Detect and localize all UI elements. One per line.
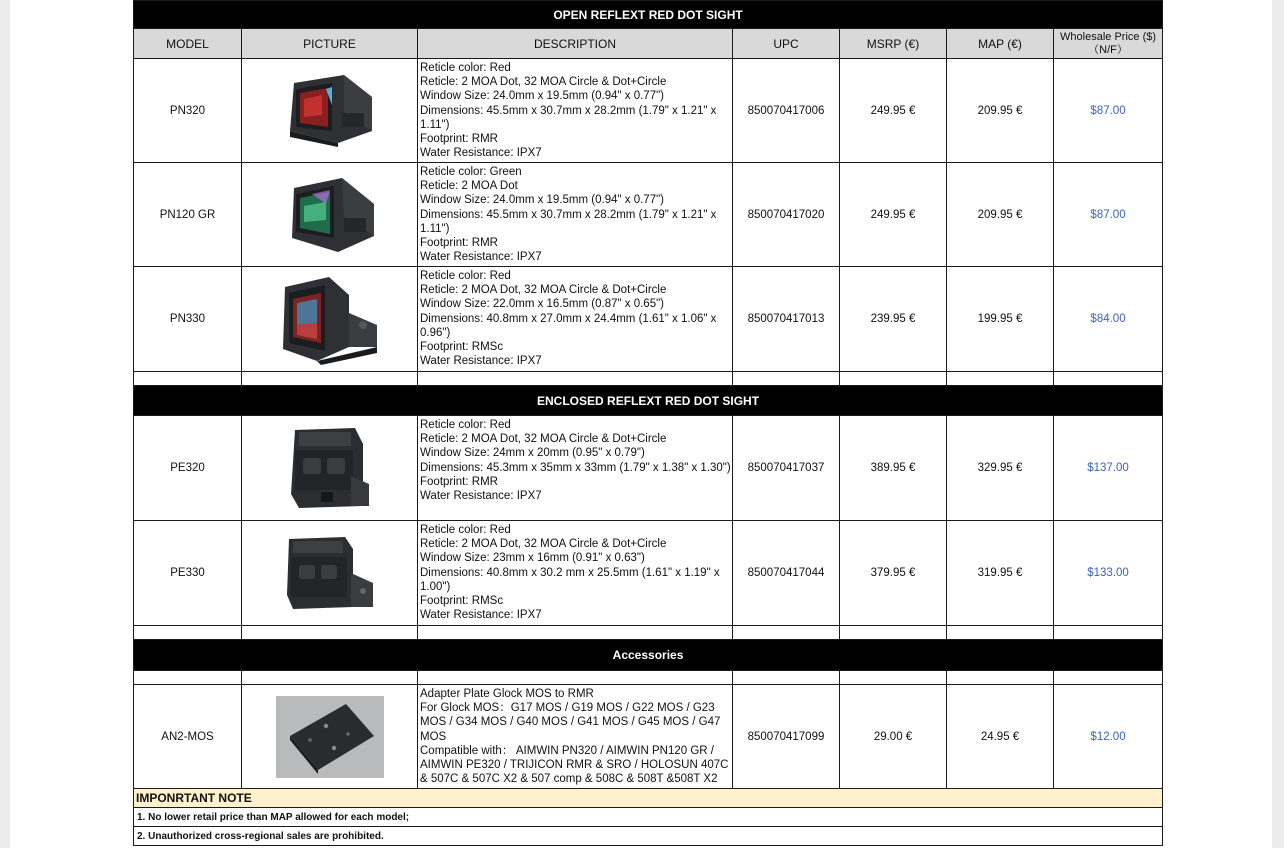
open-sight-green-image bbox=[282, 174, 378, 256]
section-accessories bbox=[134, 640, 1163, 671]
note-item: 1. No lower retail price than MAP allowed for each model; bbox=[134, 808, 1163, 827]
header-wholesale: Wholesale Price ($) （N/F） bbox=[1054, 29, 1163, 59]
wholesale-cell: $87.00 bbox=[1054, 163, 1163, 267]
map-cell: 329.95 € bbox=[947, 416, 1054, 521]
product-image bbox=[242, 416, 418, 521]
upc-cell: 850070417006 bbox=[733, 59, 840, 163]
map-cell: 199.95 € bbox=[947, 267, 1054, 372]
product-image bbox=[242, 521, 418, 626]
model-cell: PN120 GR bbox=[134, 163, 242, 267]
wholesale-cell: $133.00 bbox=[1054, 521, 1163, 626]
description-cell: Reticle color: Red Reticle: 2 MOA Dot, 32 MOA Circle & Dot+Circle Window Size: 22.0mm x 16.5mm (0.87" x 0.65") Dimensions: 40.8mm x 27.0mm x 24.4mm (1.61" x 1.06" x 0.96") Footprint: RMSc Water Resistance: IPX7 bbox=[418, 267, 733, 372]
description-cell: Reticle color: Green Reticle: 2 MOA Dot Window Size: 24.0mm x 19.5mm (0.94" x 0.77") Dimensions: 45.5mm x 30.7mm x 28.2mm (1.79" x 1.21" x 1.11") Footprint: RMR Water Resistance: IPX7 bbox=[418, 163, 733, 267]
header-picture: PICTURE bbox=[242, 29, 418, 59]
msrp-cell: 239.95 € bbox=[840, 267, 947, 372]
map-cell: 24.95 € bbox=[947, 685, 1054, 789]
description-cell: Adapter Plate Glock MOS to RMR For Glock MOS：G17 MOS / G19 MOS / G22 MOS / G23 MOS / G34 MOS / G40 MOS / G41 MOS / G45 MOS / G47 MOS Compatible with： AIMWIN PN320 / AIMWIN PN120 GR / AIMWIN PE320 / TRIJICON RMR & SRO / HOLOSUN 407C & 507C & 507C X2 & 507 comp & 508C & 508T &508T X2 bbox=[418, 685, 733, 789]
model-cell: PN330 bbox=[134, 267, 242, 372]
map-cell: 209.95 € bbox=[947, 59, 1054, 163]
product-image bbox=[242, 267, 418, 372]
spacer-row bbox=[134, 626, 1163, 640]
wholesale-cell: $137.00 bbox=[1054, 416, 1163, 521]
product-image bbox=[242, 163, 418, 267]
section-title: ENCLOSED REFLEXT RED DOT SIGHT bbox=[134, 386, 1163, 416]
note-row bbox=[134, 808, 1163, 827]
section-title: Accessories bbox=[134, 640, 1163, 671]
section-enclosed-reflex bbox=[134, 386, 1163, 416]
model-cell: PE320 bbox=[134, 416, 242, 521]
map-cell: 319.95 € bbox=[947, 521, 1054, 626]
upc-cell: 850070417044 bbox=[733, 521, 840, 626]
upc-cell: 850070417013 bbox=[733, 267, 840, 372]
header-map: MAP (€) bbox=[947, 29, 1054, 59]
note-title: IMPONRTANT NOTE bbox=[134, 789, 1163, 808]
product-row bbox=[134, 267, 1163, 372]
description-cell: Reticle color: Red Reticle: 2 MOA Dot, 32 MOA Circle & Dot+Circle Window Size: 23mm x 16mm (0.91" x 0.63") Dimensions: 40.8mm x 30.2 mm x 25.5mm (1.61" x 1.19" x 1.00") Footprint: RMSc Water Resistance: IPX7 bbox=[418, 521, 733, 626]
msrp-cell: 249.95 € bbox=[840, 59, 947, 163]
section-open-reflex bbox=[134, 1, 1163, 29]
header-description: DESCRIPTION bbox=[418, 29, 733, 59]
product-image bbox=[242, 685, 418, 789]
upc-cell: 850070417099 bbox=[733, 685, 840, 789]
product-row bbox=[134, 416, 1163, 521]
spacer-row bbox=[134, 372, 1163, 386]
msrp-cell: 379.95 € bbox=[840, 521, 947, 626]
product-row bbox=[134, 163, 1163, 267]
product-image bbox=[242, 59, 418, 163]
map-cell: 209.95 € bbox=[947, 163, 1054, 267]
wholesale-cell: $87.00 bbox=[1054, 59, 1163, 163]
model-cell: AN2-MOS bbox=[134, 685, 242, 789]
header-msrp: MSRP (€) bbox=[840, 29, 947, 59]
adapter-plate-image bbox=[276, 696, 384, 778]
msrp-cell: 389.95 € bbox=[840, 416, 947, 521]
wholesale-cell: $12.00 bbox=[1054, 685, 1163, 789]
header-model: MODEL bbox=[134, 29, 242, 59]
product-row bbox=[134, 59, 1163, 163]
note-item: 2. Unauthorized cross-regional sales are prohibited. bbox=[134, 827, 1163, 846]
open-sight-compact-image bbox=[277, 273, 383, 365]
spacer-row bbox=[134, 671, 1163, 685]
note-row bbox=[134, 827, 1163, 846]
open-sight-red-image bbox=[282, 71, 378, 151]
msrp-cell: 29.00 € bbox=[840, 685, 947, 789]
product-row bbox=[134, 521, 1163, 626]
enclosed-sight-image bbox=[285, 424, 375, 512]
section-title: OPEN REFLEXT RED DOT SIGHT bbox=[134, 1, 1163, 29]
header-upc: UPC bbox=[733, 29, 840, 59]
enclosed-sight-compact-image bbox=[283, 533, 377, 613]
msrp-cell: 249.95 € bbox=[840, 163, 947, 267]
column-headers bbox=[134, 29, 1163, 59]
upc-cell: 850070417020 bbox=[733, 163, 840, 267]
model-cell: PN320 bbox=[134, 59, 242, 163]
upc-cell: 850070417037 bbox=[733, 416, 840, 521]
important-note-header bbox=[134, 789, 1163, 808]
document-page bbox=[10, 0, 1272, 848]
model-cell: PE330 bbox=[134, 521, 242, 626]
description-cell: Reticle color: Red Reticle: 2 MOA Dot, 32 MOA Circle & Dot+Circle Window Size: 24.0mm x 19.5mm (0.94" x 0.77") Dimensions: 45.5mm x 30.7mm x 28.2mm (1.79" x 1.21" x 1.11") Footprint: RMR Water Resistance: IPX7 bbox=[418, 59, 733, 163]
description-cell: Reticle color: Red Reticle: 2 MOA Dot, 32 MOA Circle & Dot+Circle Window Size: 24mm x 20mm (0.95" x 0.79") Dimensions: 45.3mm x 35mm x 33mm (1.79" x 1.38" x 1.30") Footprint: RMR Water Resistance: IPX7 bbox=[418, 416, 733, 521]
product-row bbox=[134, 685, 1163, 789]
wholesale-cell: $84.00 bbox=[1054, 267, 1163, 372]
price-list-table bbox=[133, 0, 1163, 846]
